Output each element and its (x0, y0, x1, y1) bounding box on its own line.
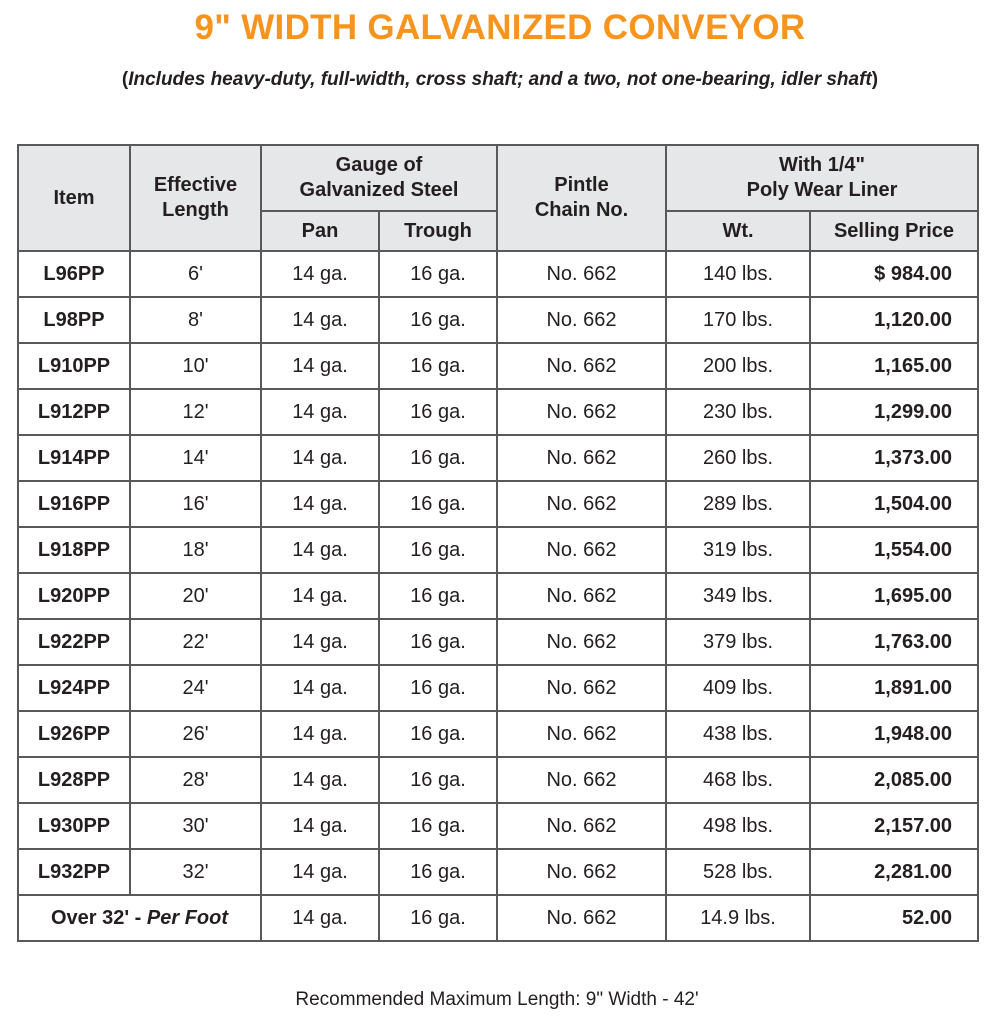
header-gauge (261, 145, 497, 211)
item-cell: L928PP (18, 757, 130, 803)
chain-cell: No. 662 (497, 665, 666, 711)
page-subtitle (0, 69, 992, 91)
chain-cell: No. 662 (497, 297, 666, 343)
length-cell: 32' (130, 849, 261, 895)
item-cell: L930PP (18, 803, 130, 849)
chain-cell: No. 662 (497, 251, 666, 297)
trough-cell: 16 ga. (379, 435, 497, 481)
length-cell: 6' (130, 251, 261, 297)
chain-cell: No. 662 (497, 481, 666, 527)
price-cell: 1,120.00 (810, 297, 978, 343)
item-cell: L926PP (18, 711, 130, 757)
wt-cell: 349 lbs. (666, 573, 810, 619)
length-cell: 16' (130, 481, 261, 527)
price-cell: 1,299.00 (810, 389, 978, 435)
wt-cell: 379 lbs. (666, 619, 810, 665)
trough-cell: 16 ga. (379, 849, 497, 895)
chain-cell: No. 662 (497, 895, 666, 941)
header-row-top (18, 145, 978, 211)
header-pintle-line1: Pintle (554, 174, 609, 196)
chain-cell: No. 662 (497, 573, 666, 619)
pan-cell: 14 ga. (261, 481, 379, 527)
trough-cell: 16 ga. (379, 619, 497, 665)
pan-cell: 14 ga. (261, 435, 379, 481)
trough-cell: 16 ga. (379, 757, 497, 803)
item-cell: L920PP (18, 573, 130, 619)
item-cell: L924PP (18, 665, 130, 711)
length-cell: 10' (130, 343, 261, 389)
header-selling-price: Selling Price (810, 211, 978, 251)
chain-cell: No. 662 (497, 711, 666, 757)
price-cell: 1,948.00 (810, 711, 978, 757)
table-row (18, 619, 978, 665)
item-cell: L932PP (18, 849, 130, 895)
length-cell: 22' (130, 619, 261, 665)
over-32-label: Over 32' - (50, 906, 147, 929)
wt-cell: 409 lbs. (666, 665, 810, 711)
item-cell: L96PP (18, 251, 130, 297)
header-gauge-line1: Gauge of (335, 154, 423, 176)
chain-cell: No. 662 (497, 527, 666, 573)
page-title: 9" WIDTH GALVANIZED CONVEYOR (194, 8, 806, 47)
price-cell: 1,554.00 (810, 527, 978, 573)
header-poly-wear-liner (666, 145, 978, 211)
item-cell: L918PP (18, 527, 130, 573)
per-foot-label: Per Foot (146, 906, 229, 929)
price-cell: 1,763.00 (810, 619, 978, 665)
item-cell: L912PP (18, 389, 130, 435)
header-wt: Wt. (666, 211, 810, 251)
table-header (18, 145, 978, 251)
pan-cell: 14 ga. (261, 619, 379, 665)
price-cell: 1,373.00 (810, 435, 978, 481)
table-row-over-32 (18, 895, 978, 941)
table-row (18, 757, 978, 803)
header-effective-length-line1: Effective (153, 174, 238, 196)
table-row (18, 573, 978, 619)
conveyor-spec-table (17, 144, 979, 942)
item-cell: L922PP (18, 619, 130, 665)
header-trough: Trough (379, 211, 497, 251)
wt-cell: 468 lbs. (666, 757, 810, 803)
length-cell: 12' (130, 389, 261, 435)
header-pintle-chain (497, 145, 666, 251)
price-cell: 2,281.00 (810, 849, 978, 895)
price-cell: 52.00 (810, 895, 978, 941)
wt-cell: 170 lbs. (666, 297, 810, 343)
table-row (18, 481, 978, 527)
price-cell: $ 984.00 (810, 251, 978, 297)
trough-cell: 16 ga. (379, 573, 497, 619)
wt-cell: 14.9 lbs. (666, 895, 810, 941)
pan-cell: 14 ga. (261, 895, 379, 941)
table-row (18, 297, 978, 343)
price-cell: 1,695.00 (810, 573, 978, 619)
pan-cell: 14 ga. (261, 803, 379, 849)
wt-cell: 438 lbs. (666, 711, 810, 757)
price-cell: 2,157.00 (810, 803, 978, 849)
table-row (18, 527, 978, 573)
pan-cell: 14 ga. (261, 849, 379, 895)
table-row (18, 849, 978, 895)
max-length-footnote: Recommended Maximum Length: 9" Width - 42' (295, 989, 699, 1010)
trough-cell: 16 ga. (379, 803, 497, 849)
item-cell: L98PP (18, 297, 130, 343)
header-pan: Pan (261, 211, 379, 251)
wt-cell: 528 lbs. (666, 849, 810, 895)
item-cell: L916PP (18, 481, 130, 527)
chain-cell: No. 662 (497, 803, 666, 849)
price-cell: 1,891.00 (810, 665, 978, 711)
table-row (18, 389, 978, 435)
chain-cell: No. 662 (497, 757, 666, 803)
header-effective-length-line2: Length (162, 199, 229, 221)
wt-cell: 200 lbs. (666, 343, 810, 389)
trough-cell: 16 ga. (379, 343, 497, 389)
header-liner-line2: Poly Wear Liner (746, 179, 898, 201)
pan-cell: 14 ga. (261, 343, 379, 389)
subtitle-close-paren: ) (871, 69, 879, 90)
price-cell: 1,165.00 (810, 343, 978, 389)
pan-cell: 14 ga. (261, 711, 379, 757)
table-row (18, 665, 978, 711)
pan-cell: 14 ga. (261, 297, 379, 343)
pan-cell: 14 ga. (261, 251, 379, 297)
pan-cell: 14 ga. (261, 389, 379, 435)
header-item: Item (18, 145, 130, 251)
wt-cell: 230 lbs. (666, 389, 810, 435)
chain-cell: No. 662 (497, 849, 666, 895)
pan-cell: 14 ga. (261, 757, 379, 803)
chain-cell: No. 662 (497, 435, 666, 481)
header-pintle-line2: Chain No. (534, 199, 629, 221)
trough-cell: 16 ga. (379, 481, 497, 527)
table-row (18, 251, 978, 297)
length-cell: 14' (130, 435, 261, 481)
chain-cell: No. 662 (497, 343, 666, 389)
length-cell: 20' (130, 573, 261, 619)
subtitle-open-paren: ( (121, 69, 129, 90)
pan-cell: 14 ga. (261, 665, 379, 711)
pan-cell: 14 ga. (261, 573, 379, 619)
table-row (18, 711, 978, 757)
trough-cell: 16 ga. (379, 389, 497, 435)
trough-cell: 16 ga. (379, 251, 497, 297)
trough-cell: 16 ga. (379, 297, 497, 343)
header-gauge-line2: Galvanized Steel (299, 179, 459, 201)
length-cell: 30' (130, 803, 261, 849)
item-cell: L914PP (18, 435, 130, 481)
length-cell: 28' (130, 757, 261, 803)
header-liner-line1: With 1/4" (779, 154, 865, 176)
table-body (18, 251, 978, 941)
length-cell: 8' (130, 297, 261, 343)
price-cell: 1,504.00 (810, 481, 978, 527)
header-effective-length (130, 145, 261, 251)
wt-cell: 260 lbs. (666, 435, 810, 481)
trough-cell: 16 ga. (379, 711, 497, 757)
chain-cell: No. 662 (497, 389, 666, 435)
length-cell: 26' (130, 711, 261, 757)
wt-cell: 319 lbs. (666, 527, 810, 573)
chain-cell: No. 662 (497, 619, 666, 665)
pan-cell: 14 ga. (261, 527, 379, 573)
wt-cell: 289 lbs. (666, 481, 810, 527)
trough-cell: 16 ga. (379, 527, 497, 573)
subtitle-text: Includes heavy-duty, full-width, cross shaft; and a two, not one-bearing, idler shaft (128, 69, 872, 90)
item-cell: L910PP (18, 343, 130, 389)
trough-cell: 16 ga. (379, 895, 497, 941)
length-cell: 24' (130, 665, 261, 711)
length-cell: 18' (130, 527, 261, 573)
price-cell: 2,085.00 (810, 757, 978, 803)
over-32-label-cell (18, 895, 261, 941)
table-row (18, 803, 978, 849)
trough-cell: 16 ga. (379, 665, 497, 711)
table-row (18, 343, 978, 389)
wt-cell: 140 lbs. (666, 251, 810, 297)
table-row (18, 435, 978, 481)
wt-cell: 498 lbs. (666, 803, 810, 849)
